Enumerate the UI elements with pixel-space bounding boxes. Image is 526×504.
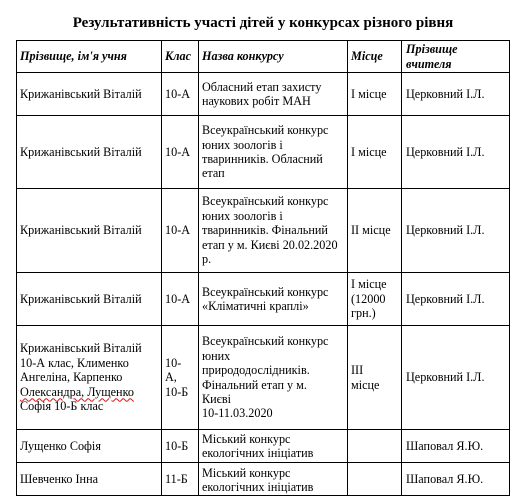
student-name: Лущенко Софія [17,430,162,463]
student-name: Шевченко Інна [17,463,162,496]
contest-line: Києві [202,391,232,406]
contest-name: Всеукраїнський конкурс «Кліматичні краплі» [199,273,348,326]
class-line: 10- [165,355,182,370]
teacher-name: Церковний І.Л. [402,273,510,326]
contest-name [199,326,348,430]
student-name: Крижанівський Віталій [17,73,162,116]
teacher-name: Шаповал Я.Ю. [402,463,510,496]
place-line: місце [351,377,380,392]
contest-name: Міський конкурс екологічних ініціатив [199,463,348,496]
teacher-name: Церковний І.Л. [402,73,510,116]
student-name: Крижанівський Віталій [17,116,162,189]
header-place: Місце [348,41,402,73]
table-row [17,326,510,430]
student-name-line: Софія 10-Б клас [20,399,104,414]
student-name-line: 10-А клас, Клименко [20,355,129,370]
contest-results-table [16,40,510,496]
header-row [17,41,510,73]
student-names-group [17,326,162,430]
contest-line: 10-11.03.2020 [202,406,273,421]
contest-name: Всеукраїнський конкурс юних зоологів і тваринників. Обласний етап [199,116,348,189]
class-cell: 11-Б [162,463,199,496]
table-row [17,116,510,189]
class-cell: 10-А [162,189,199,273]
place-cell: ІІ місце [348,189,402,273]
class-line: А, [165,370,177,385]
contest-line: юних [202,348,231,363]
class-cell: 10-А [162,116,199,189]
contest-name: Обласний етап захисту наукових робіт МАН [199,73,348,116]
place-cell: І місце (12000 грн.) [348,273,402,326]
student-name-line: Ангеліна, Карпенко [20,370,123,385]
place-cell: І місце [348,116,402,189]
place-cell: І місце [348,73,402,116]
teacher-name: Церковний І.Л. [402,189,510,273]
class-cell: 10-А [162,73,199,116]
table-row [17,189,510,273]
table-row [17,273,510,326]
class-cell [162,326,199,430]
document-title: Результативність участі дітей у конкурсах різного рівня [72,15,454,31]
student-name: Крижанівський Віталій [17,273,162,326]
teacher-name: Церковний І.Л. [402,326,510,430]
table-row [17,73,510,116]
contest-line: природодослідників. [202,363,310,378]
place-cell [348,463,402,496]
student-name-line: Олександра, Лущенко [20,384,134,399]
student-name-line: Крижанівський Віталій [20,341,142,356]
contest-line: Фінальний етап у м. [202,377,307,392]
header-class: Клас [162,41,199,73]
place-cell [348,430,402,463]
student-name: Крижанівський Віталій [17,189,162,273]
class-line: 10-Б [165,384,189,399]
place-line: ІІІ [351,363,364,378]
header-teacher: Прізвище вчителя [402,41,510,73]
table-row [17,430,510,463]
teacher-name: Шаповал Я.Ю. [402,430,510,463]
contest-name: Всеукраїнський конкурс юних зоологів і тваринників. Фінальний етап у м. Києві 20.02.2020 р. [199,189,348,273]
table-row [17,463,510,496]
contest-name: Міський конкурс екологічних ініціатив [199,430,348,463]
contest-line: Всеукраїнський конкурс [202,334,329,349]
place-cell [348,326,402,430]
header-name: Прізвище, ім'я учня [17,41,162,73]
teacher-name: Церковний І.Л. [402,116,510,189]
class-cell: 10-Б [162,430,199,463]
header-contest: Назва конкурсу [199,41,348,73]
class-cell: 10-А [162,273,199,326]
